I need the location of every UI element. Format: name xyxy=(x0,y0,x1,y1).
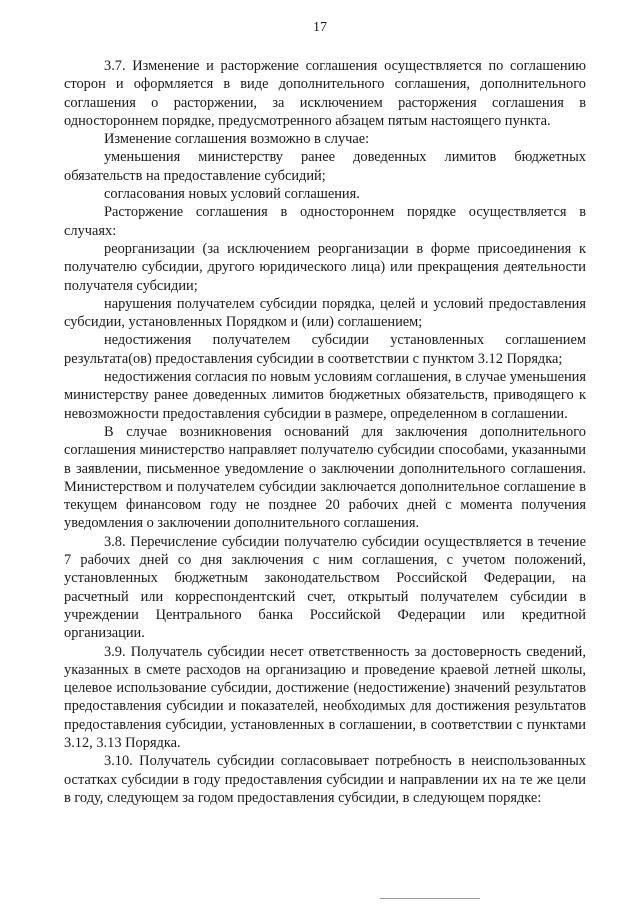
bottom-scan-line xyxy=(380,896,480,899)
paragraph-change-cases: Изменение соглашения возможно в случае: xyxy=(104,131,370,148)
paragraph-new-conditions: согласования новых условий соглашения. xyxy=(104,186,360,203)
paragraph-limit-reduction: уменьшения министерству ранее доведенных лимитов бюджетных обязательств на предоставление субсидий; xyxy=(64,149,586,184)
paragraph-no-agreement: недостижения согласия по новым условиям соглашения, в случае уменьшения министерству ранее доведенных лимитов бюджетных обязательств, приводящего к невозможности предоставления субсидии в размере, определенном в соглашении. xyxy=(64,369,586,422)
paragraph-3-7: 3.7. Изменение и расторжение соглашения осуществляется по соглашению сторон и оформляется в виде дополнительного соглашения, дополнительного соглашения о расторжении, за исключением расторжения соглашения в одностороннем порядке, предусмотренного абзацем пятым настоящего пункта. xyxy=(64,58,586,129)
paragraph-termination-cases: Расторжение соглашения в одностороннем порядке осуществляется в случаях: xyxy=(64,204,586,239)
paragraph-additional-agreement: В случае возникновения оснований для заключения дополнительного соглашения министерство направляет получателю субсидии способами, указанными в заявлении, письменное уведомление о заключении дополнительного соглашения. Министерством и получателем субсидии заключается дополнительное соглашение в текущем финансовом году не позднее 20 рабочих дней с момента получения уведомления о заключении дополнительного соглашения. xyxy=(64,423,586,532)
paragraph-non-achievement: недостижения получателем субсидии установленных соглашением результата(ов) предоставления субсидии в соответствии с пунктом 3.12 Порядка; xyxy=(64,332,586,367)
document-body xyxy=(64,57,586,807)
paragraph-reorganization: реорганизации (за исключением реорганизации в форме присоединения к получателю субсидии, другого юридического лица) или прекращения деятельности получателя субсидии; xyxy=(64,240,586,294)
paragraph-violation: нарушения получателем субсидии порядка, целей и условий предоставления субсидии, установленных Порядком и (или) соглашением; xyxy=(64,295,586,331)
paragraph-3-9: 3.9. Получатель субсидии несет ответственность за достоверность сведений, указанных в смете расходов на организацию и проведение краевой летней школы, целевое использование субсидии, достижение (недостижение) значений результатов предоставления субсидии и показателей, необходимых для достижения результатов предоставления субсидии, установленных в соглашении, в соответствии с пунктами 3.12, 3.13 Порядка. xyxy=(64,643,586,751)
paragraph-3-10: 3.10. Получатель субсидии согласовывает потребность в неиспользованных остатках субсидии в году предоставления субсидии и направлении их на те же цели в году, следующем за годом предоставления субсидии, в следующем порядке: xyxy=(64,753,586,806)
page-number: 17 xyxy=(313,20,327,35)
paragraph-3-8: 3.8. Перечисление субсидии получателю субсидии осуществляется в течение 7 рабочих дней со дня заключения с ним соглашения, с учетом положений, установленных бюджетным законодательством Российской Федерации, на расчетный или корреспондентский счет, открытый получателем субсидии в учреждении Центрального банка Российской Федерации или кредитной организации. xyxy=(64,533,586,642)
